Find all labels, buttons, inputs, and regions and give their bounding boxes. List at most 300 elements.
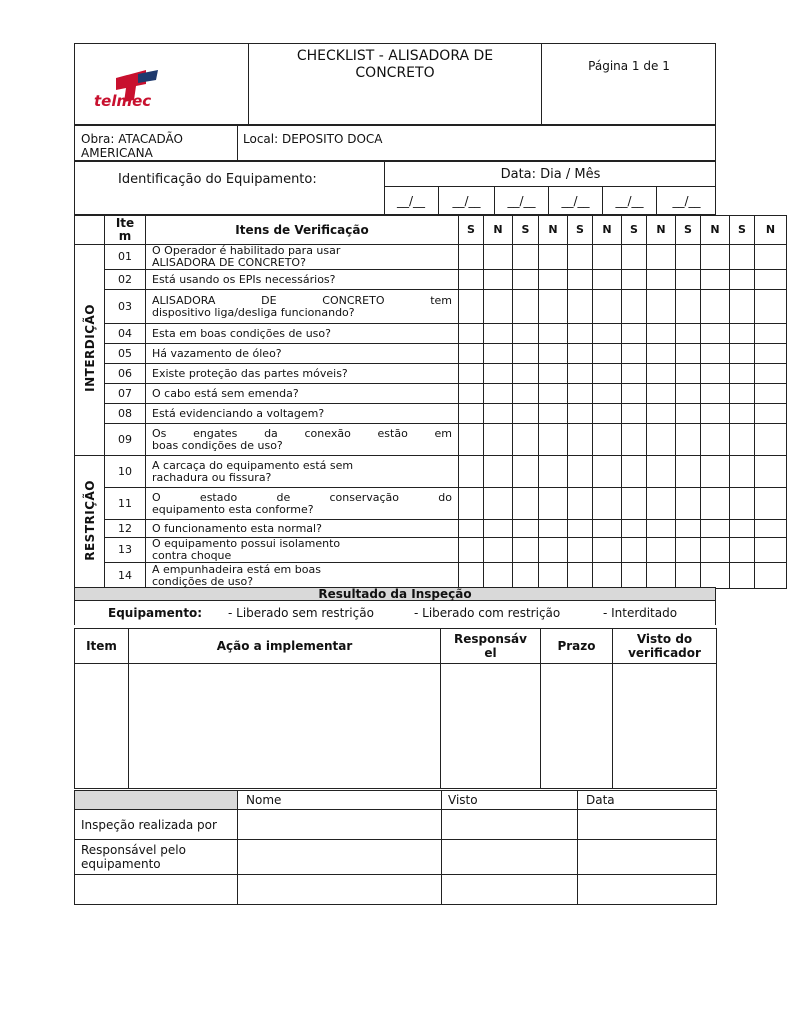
date-row [384, 187, 716, 215]
sign-responsavel-nome[interactable] [238, 840, 442, 875]
check-nao-cell[interactable] [755, 344, 787, 364]
check-sim-cell[interactable] [568, 538, 593, 563]
actions-visto-cell[interactable] [613, 664, 717, 789]
check-sim-cell[interactable] [568, 384, 593, 404]
check-nao-cell[interactable] [484, 404, 513, 424]
item-line-1: O cabo está sem emenda? [152, 386, 299, 400]
obra-line-1: Obra: ATACADÃO [81, 132, 183, 146]
sign-extra-data[interactable] [578, 875, 717, 905]
item-number: 04 [105, 324, 146, 344]
check-sim-cell[interactable] [513, 364, 539, 384]
check-sim-cell[interactable] [459, 324, 484, 344]
check-nao-cell[interactable] [484, 344, 513, 364]
responsavel-line-1: Responsável pelo [81, 843, 186, 857]
check-sim-cell[interactable] [676, 344, 701, 364]
checklist-row [75, 424, 787, 456]
check-sim-cell[interactable] [513, 538, 539, 563]
check-nao-cell[interactable] [755, 424, 787, 456]
actions-table [74, 628, 717, 789]
check-sim-cell[interactable] [622, 290, 647, 324]
check-sim-cell[interactable] [730, 245, 755, 270]
check-nao-cell[interactable] [539, 538, 568, 563]
item-number: 14 [105, 563, 146, 589]
check-sim-cell[interactable] [459, 384, 484, 404]
sign-responsavel-data[interactable] [578, 840, 717, 875]
actions-acao-cell[interactable] [129, 664, 441, 789]
check-sim-cell[interactable] [513, 270, 539, 290]
check-nao-cell[interactable] [484, 245, 513, 270]
check-sim-cell[interactable] [622, 344, 647, 364]
check-nao-cell[interactable] [647, 538, 676, 563]
item-number: 09 [105, 424, 146, 456]
check-nao-cell[interactable] [647, 324, 676, 344]
check-nao-cell[interactable] [755, 520, 787, 538]
check-sim-cell[interactable] [676, 520, 701, 538]
item-line-1: A carcaça do equipamento está sem [152, 458, 354, 472]
check-nao-cell[interactable] [484, 488, 513, 520]
item-line-2: boas condições de uso? [152, 438, 283, 452]
check-sim-cell[interactable] [730, 404, 755, 424]
check-sim-cell[interactable] [513, 424, 539, 456]
check-nao-cell[interactable] [647, 384, 676, 404]
group-interdicao [75, 245, 105, 456]
check-nao-cell[interactable] [539, 404, 568, 424]
item-line-2: dispositivo liga/desliga funcionando? [152, 305, 355, 319]
check-nao-cell[interactable] [484, 563, 513, 589]
checklist-table [74, 215, 787, 589]
check-nao-cell[interactable] [539, 424, 568, 456]
sign-extra-visto[interactable] [442, 875, 578, 905]
actions-prazo-cell[interactable] [541, 664, 613, 789]
checklist-row [75, 290, 787, 324]
check-sim-cell[interactable] [568, 245, 593, 270]
check-sim-cell[interactable] [568, 488, 593, 520]
check-sim-cell[interactable] [513, 488, 539, 520]
item-description [146, 364, 459, 384]
resp-line-2: el [484, 646, 497, 660]
date-slot[interactable]: __/__ [438, 187, 494, 215]
sign-extra-nome[interactable] [238, 875, 442, 905]
item-line-1: ALISADORA DE CONCRETO tem [152, 293, 452, 307]
sim-header: S [568, 216, 593, 245]
item-number-header [105, 216, 146, 245]
actions-resp-header [441, 629, 541, 664]
check-sim-cell[interactable] [622, 270, 647, 290]
check-nao-cell[interactable] [755, 488, 787, 520]
check-sim-cell[interactable] [513, 245, 539, 270]
date-slot[interactable]: __/__ [602, 187, 656, 215]
title-line-1: CHECKLIST - ALISADORA DE [296, 48, 494, 64]
check-sim-cell[interactable] [459, 364, 484, 384]
item-description [146, 384, 459, 404]
option-liberado-sem[interactable]: - Liberado sem restrição [228, 606, 374, 620]
sign-responsavel-visto[interactable] [442, 840, 578, 875]
item-number: 08 [105, 404, 146, 424]
check-sim-cell[interactable] [730, 384, 755, 404]
page-number: Página 1 de 1 [588, 59, 670, 73]
check-nao-cell[interactable] [484, 424, 513, 456]
visto-line-1: Visto do [636, 632, 693, 646]
check-sim-cell[interactable] [622, 364, 647, 384]
check-nao-cell[interactable] [484, 270, 513, 290]
telmec-logo [84, 66, 204, 112]
check-sim-cell[interactable] [676, 245, 701, 270]
check-sim-cell[interactable] [730, 563, 755, 589]
sim-header: S [676, 216, 701, 245]
check-nao-cell[interactable] [593, 245, 622, 270]
check-nao-cell[interactable] [701, 404, 730, 424]
item-line-1: Existe proteção das partes móveis? [152, 366, 348, 380]
sign-inspecao-nome[interactable] [238, 810, 442, 840]
date-slot[interactable]: __/__ [396, 194, 426, 208]
check-sim-cell[interactable] [459, 520, 484, 538]
checklist-row [75, 520, 787, 538]
check-nao-cell[interactable] [647, 270, 676, 290]
check-sim-cell[interactable] [676, 324, 701, 344]
sim-header: S [730, 216, 755, 245]
check-nao-cell[interactable] [701, 324, 730, 344]
item-line-2: condições de uso? [152, 574, 254, 588]
check-sim-cell[interactable] [513, 324, 539, 344]
check-sim-cell[interactable] [568, 364, 593, 384]
group-restricao [75, 456, 105, 589]
item-header-line-1: Ite [115, 216, 135, 230]
item-description [146, 424, 459, 456]
sign-visto-header: Visto [442, 791, 578, 810]
item-line-2: contra choque [152, 549, 232, 562]
check-nao-cell[interactable] [647, 344, 676, 364]
date-slot[interactable]: __/__ [656, 187, 716, 215]
nao-header: N [647, 216, 676, 245]
check-nao-cell[interactable] [755, 404, 787, 424]
check-sim-cell[interactable] [676, 404, 701, 424]
resp-line-1: Responsáv [454, 632, 527, 646]
check-nao-cell[interactable] [484, 384, 513, 404]
check-sim-cell[interactable] [622, 324, 647, 344]
check-nao-cell[interactable] [593, 404, 622, 424]
item-line-1: Está evidenciando a voltagem? [152, 406, 325, 420]
item-line-2: equipamento esta conforme? [152, 502, 314, 516]
item-number: 13 [105, 538, 146, 563]
check-sim-cell[interactable] [730, 324, 755, 344]
title-line-2: CONCRETO [355, 65, 435, 81]
item-description [146, 538, 459, 563]
actions-item-cell[interactable] [75, 664, 129, 789]
check-nao-cell[interactable] [593, 270, 622, 290]
check-nao-cell[interactable] [539, 488, 568, 520]
check-sim-cell[interactable] [676, 384, 701, 404]
check-nao-cell[interactable] [701, 270, 730, 290]
check-sim-cell[interactable] [459, 488, 484, 520]
item-description [146, 456, 459, 488]
item-number: 11 [105, 488, 146, 520]
check-sim-cell[interactable] [568, 563, 593, 589]
item-line-1: Está usando os EPIs necessários? [152, 272, 336, 286]
check-sim-cell[interactable] [622, 538, 647, 563]
check-nao-cell[interactable] [539, 563, 568, 589]
checklist-row [75, 563, 787, 589]
sim-header: S [459, 216, 484, 245]
check-sim-cell[interactable] [459, 270, 484, 290]
item-line-2: rachadura ou fissura? [152, 470, 272, 484]
check-nao-cell[interactable] [647, 520, 676, 538]
check-nao-cell[interactable] [539, 245, 568, 270]
check-sim-cell[interactable] [730, 364, 755, 384]
check-sim-cell[interactable] [622, 384, 647, 404]
check-nao-cell[interactable] [593, 520, 622, 538]
item-description [146, 324, 459, 344]
sim-header: S [622, 216, 647, 245]
check-sim-cell[interactable] [513, 520, 539, 538]
check-sim-cell[interactable] [676, 424, 701, 456]
check-sim-cell[interactable] [459, 456, 484, 488]
check-nao-cell[interactable] [593, 538, 622, 563]
check-nao-cell[interactable] [701, 520, 730, 538]
check-nao-cell[interactable] [484, 520, 513, 538]
actions-acao-header: Ação a implementar [129, 629, 441, 664]
sign-data-header: Data [578, 791, 717, 810]
check-nao-cell[interactable] [593, 424, 622, 456]
check-nao-cell[interactable] [755, 290, 787, 324]
check-sim-cell[interactable] [568, 424, 593, 456]
check-sim-cell[interactable] [459, 424, 484, 456]
visto-line-2: verificador [628, 646, 701, 660]
check-nao-cell[interactable] [539, 520, 568, 538]
responsavel-line-2: equipamento [81, 857, 161, 871]
check-sim-cell[interactable] [676, 538, 701, 563]
signature-table [74, 790, 717, 905]
item-number: 02 [105, 270, 146, 290]
check-sim-cell[interactable] [568, 344, 593, 364]
nao-header: N [701, 216, 730, 245]
check-sim-cell[interactable] [730, 520, 755, 538]
result-title: Resultado da Inspeção [318, 587, 472, 601]
check-sim-cell[interactable] [459, 245, 484, 270]
check-sim-cell[interactable] [459, 290, 484, 324]
check-nao-cell[interactable] [539, 384, 568, 404]
check-nao-cell[interactable] [647, 290, 676, 324]
info-divider [237, 125, 238, 161]
check-sim-cell[interactable] [676, 290, 701, 324]
check-nao-cell[interactable] [701, 245, 730, 270]
sign-corner [75, 791, 238, 810]
item-description [146, 404, 459, 424]
check-sim-cell[interactable] [730, 270, 755, 290]
check-sim-cell[interactable] [730, 538, 755, 563]
check-sim-cell[interactable] [568, 520, 593, 538]
check-nao-cell[interactable] [701, 488, 730, 520]
check-nao-cell[interactable] [484, 364, 513, 384]
check-nao-cell[interactable] [701, 364, 730, 384]
checklist-row [75, 270, 787, 290]
verification-header: Itens de Verificação [146, 216, 459, 245]
sim-header: S [513, 216, 539, 245]
checklist-row [75, 488, 787, 520]
option-liberado-com[interactable]: - Liberado com restrição [414, 606, 561, 620]
check-nao-cell[interactable] [755, 538, 787, 563]
date-slot[interactable]: __/__ [548, 187, 602, 215]
check-nao-cell[interactable] [647, 245, 676, 270]
check-nao-cell[interactable] [539, 364, 568, 384]
group-header-blank [75, 216, 105, 245]
check-sim-cell[interactable] [676, 488, 701, 520]
check-nao-cell[interactable] [539, 270, 568, 290]
check-nao-cell[interactable] [755, 364, 787, 384]
group-interdicao-label: INTERDIÇÃO [82, 304, 97, 392]
logo-text: telmec [94, 92, 152, 110]
nao-header: N [755, 216, 787, 245]
check-nao-cell[interactable] [593, 456, 622, 488]
check-sim-cell[interactable] [459, 404, 484, 424]
date-label: Data: Dia / Mês [500, 167, 601, 182]
group-restricao-label: RESTRIÇÃO [82, 479, 97, 561]
check-sim-cell[interactable] [513, 344, 539, 364]
check-nao-cell[interactable] [647, 364, 676, 384]
check-sim-cell[interactable] [459, 563, 484, 589]
check-nao-cell[interactable] [593, 488, 622, 520]
check-nao-cell[interactable] [539, 344, 568, 364]
checklist-row [75, 245, 787, 270]
check-nao-cell[interactable] [539, 324, 568, 344]
check-nao-cell[interactable] [647, 563, 676, 589]
item-description [146, 563, 459, 589]
check-sim-cell[interactable] [676, 456, 701, 488]
check-nao-cell[interactable] [647, 424, 676, 456]
check-nao-cell[interactable] [593, 344, 622, 364]
check-nao-cell[interactable] [755, 384, 787, 404]
check-sim-cell[interactable] [676, 270, 701, 290]
check-sim-cell[interactable] [676, 364, 701, 384]
check-sim-cell[interactable] [459, 344, 484, 364]
check-nao-cell[interactable] [484, 538, 513, 563]
sign-inspecao-data[interactable] [578, 810, 717, 840]
check-sim-cell[interactable] [730, 456, 755, 488]
check-nao-cell[interactable] [755, 456, 787, 488]
check-nao-cell[interactable] [484, 324, 513, 344]
check-nao-cell[interactable] [647, 488, 676, 520]
item-line-1: Esta em boas condições de uso? [152, 326, 331, 340]
check-nao-cell[interactable] [484, 290, 513, 324]
actions-visto-header [613, 629, 717, 664]
check-sim-cell[interactable] [730, 344, 755, 364]
item-number: 01 [105, 245, 146, 270]
item-description [146, 344, 459, 364]
sign-extra-label[interactable] [75, 875, 238, 905]
nao-header: N [484, 216, 513, 245]
check-sim-cell[interactable] [513, 384, 539, 404]
check-sim-cell[interactable] [568, 290, 593, 324]
check-sim-cell[interactable] [568, 324, 593, 344]
check-sim-cell[interactable] [622, 563, 647, 589]
option-interditado[interactable]: - Interditado [603, 606, 678, 620]
nao-header: N [593, 216, 622, 245]
checklist-row [75, 456, 787, 488]
check-nao-cell[interactable] [701, 424, 730, 456]
check-sim-cell[interactable] [676, 563, 701, 589]
check-nao-cell[interactable] [593, 290, 622, 324]
checklist-row [75, 404, 787, 424]
item-number: 10 [105, 456, 146, 488]
check-sim-cell[interactable] [622, 520, 647, 538]
local-field: Local: DEPOSITO DOCA [243, 132, 383, 146]
check-nao-cell[interactable] [755, 324, 787, 344]
check-nao-cell[interactable] [539, 456, 568, 488]
checklist-row [75, 384, 787, 404]
actions-prazo-header: Prazo [541, 629, 613, 664]
page-title [249, 48, 541, 82]
check-nao-cell[interactable] [755, 563, 787, 589]
check-nao-cell[interactable] [593, 384, 622, 404]
item-number: 06 [105, 364, 146, 384]
equip-label: Equipamento: [108, 606, 203, 620]
check-sim-cell[interactable] [622, 404, 647, 424]
sign-inspecao-visto[interactable] [442, 810, 578, 840]
check-nao-cell[interactable] [755, 270, 787, 290]
check-nao-cell[interactable] [701, 563, 730, 589]
item-number: 07 [105, 384, 146, 404]
check-sim-cell[interactable] [513, 456, 539, 488]
actions-resp-cell[interactable] [441, 664, 541, 789]
item-description [146, 488, 459, 520]
check-sim-cell[interactable] [568, 456, 593, 488]
ident-label: Identificação do Equipamento: [118, 172, 317, 187]
check-sim-cell[interactable] [622, 424, 647, 456]
check-nao-cell[interactable] [593, 563, 622, 589]
check-nao-cell[interactable] [701, 344, 730, 364]
item-number: 05 [105, 344, 146, 364]
item-line-1: O estado de conservação do [152, 490, 452, 504]
check-sim-cell[interactable] [730, 424, 755, 456]
check-sim-cell[interactable] [513, 404, 539, 424]
item-number: 03 [105, 290, 146, 324]
check-nao-cell[interactable] [593, 324, 622, 344]
check-nao-cell[interactable] [484, 456, 513, 488]
checklist-row [75, 324, 787, 344]
check-nao-cell[interactable] [647, 404, 676, 424]
check-sim-cell[interactable] [568, 404, 593, 424]
item-line-1: O Operador é habilitado para usar [152, 244, 341, 257]
check-sim-cell[interactable] [513, 563, 539, 589]
sign-nome-header: Nome [238, 791, 442, 810]
check-sim-cell[interactable] [622, 245, 647, 270]
sign-row-inspecao: Inspeção realizada por [75, 810, 238, 840]
check-nao-cell[interactable] [701, 384, 730, 404]
check-sim-cell[interactable] [568, 270, 593, 290]
sign-row-responsavel [75, 840, 238, 875]
check-nao-cell[interactable] [701, 538, 730, 563]
check-nao-cell[interactable] [593, 364, 622, 384]
check-sim-cell[interactable] [730, 488, 755, 520]
obra-field [81, 132, 183, 160]
check-nao-cell[interactable] [539, 290, 568, 324]
check-sim-cell[interactable] [513, 290, 539, 324]
check-sim-cell[interactable] [622, 456, 647, 488]
obra-line-2: AMERICANA [81, 146, 153, 160]
check-sim-cell[interactable] [459, 538, 484, 563]
item-description [146, 520, 459, 538]
check-nao-cell[interactable] [701, 456, 730, 488]
check-sim-cell[interactable] [730, 290, 755, 324]
date-slot[interactable]: __/__ [494, 187, 548, 215]
item-line-1: Há vazamento de óleo? [152, 346, 282, 360]
actions-item-header: Item [75, 629, 129, 664]
item-description [146, 290, 459, 324]
item-line-1: O funcionamento esta normal? [152, 521, 322, 535]
check-nao-cell[interactable] [755, 245, 787, 270]
check-sim-cell[interactable] [622, 488, 647, 520]
check-nao-cell[interactable] [647, 456, 676, 488]
check-nao-cell[interactable] [701, 290, 730, 324]
